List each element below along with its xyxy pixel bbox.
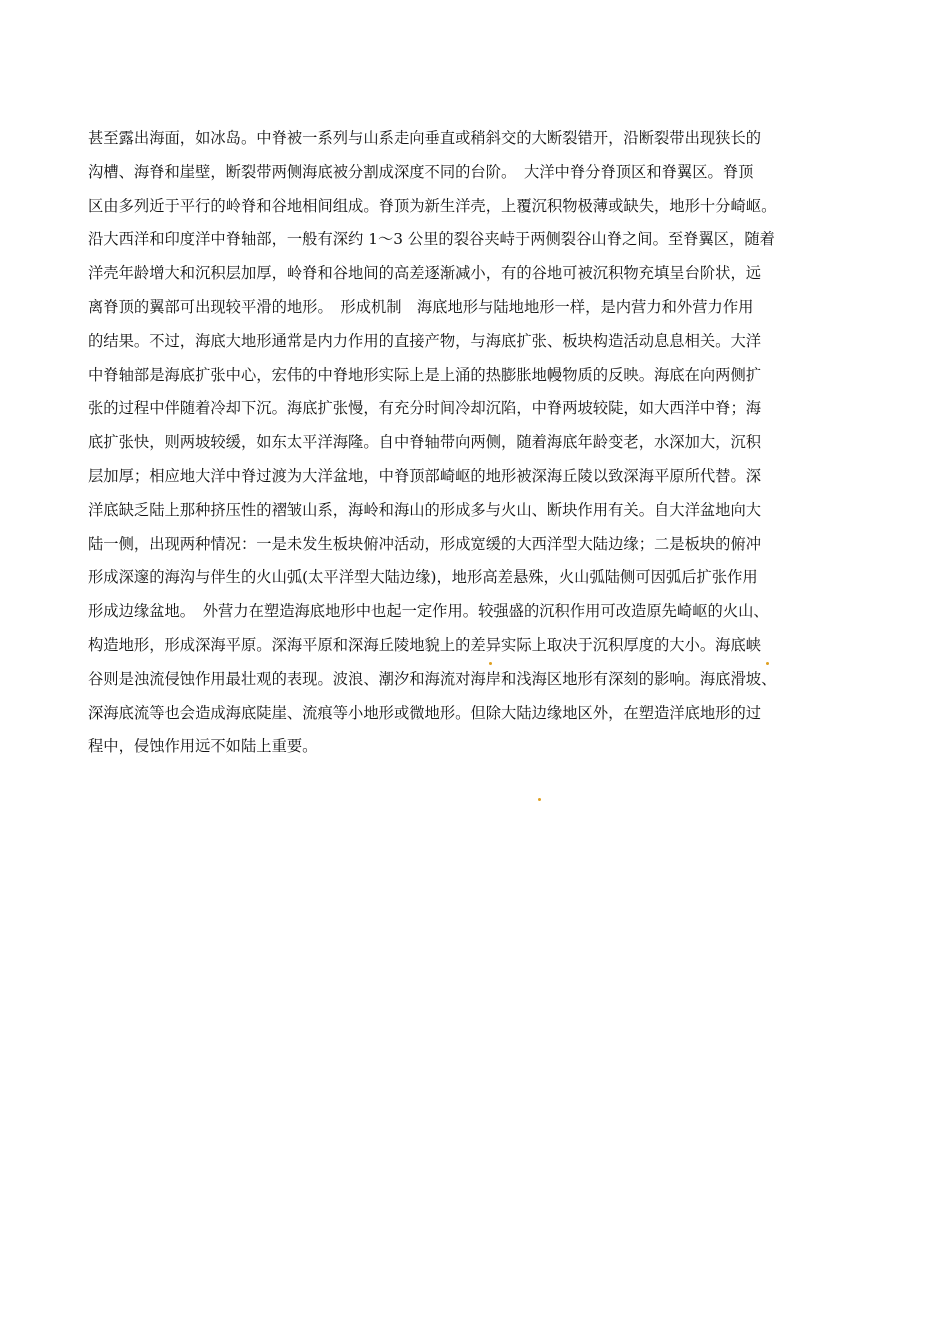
text-line: 形成边缘盆地。 外营力在塑造海底地形中也起一定作用。较强盛的沉积作用可改造原先崎岖的火山、 bbox=[88, 602, 769, 621]
text-line: 程中，侵蚀作用远不如陆上重要。 bbox=[88, 737, 318, 756]
text-line: 离脊顶的翼部可出现较平滑的地形。 形成机制 海底地形与陆地地形一样，是内营力和外营力作用 bbox=[88, 297, 754, 316]
text-line: 构造地形，形成深海平原。深海平原和深海丘陵地貌上的差异实际上取决于沉积厚度的大小。海底峡 bbox=[88, 635, 762, 654]
text-line: 洋底缺乏陆上那种挤压性的褶皱山系，海岭和海山的形成多与火山、断块作用有关。自大洋盆地向大 bbox=[88, 500, 762, 519]
text-line: 沟槽、海脊和崖壁，断裂带两侧海底被分割成深度不同的台阶。 大洋中脊分脊顶区和脊翼区。脊顶 bbox=[88, 162, 754, 181]
artifact-dot bbox=[766, 662, 769, 665]
artifact-dot bbox=[538, 798, 541, 801]
body-paragraph bbox=[88, 122, 868, 764]
text-line: 陆一侧，出现两种情况：一是未发生板块俯冲活动，形成宽缓的大西洋型大陆边缘；二是板块的俯冲 bbox=[88, 534, 762, 553]
text-line: 形成深邃的海沟与伴生的火山弧(太平洋型大陆边缘)，地形高差悬殊，火山弧陆侧可因弧后扩张作用 bbox=[88, 568, 758, 587]
text-line: 沿大西洋和印度洋中脊轴部，一般有深约 1～3 公里的裂谷夹峙于两侧裂谷山脊之间。至脊翼区，随着 bbox=[88, 230, 775, 249]
text-line: 的结果。不过，海底大地形通常是内力作用的直接产物，与海底扩张、板块构造活动息息相关。大洋 bbox=[88, 331, 762, 350]
text-line: 区由多列近于平行的岭脊和谷地相间组成。脊顶为新生洋壳，上覆沉积物极薄或缺失，地形十分崎岖。 bbox=[88, 196, 777, 215]
text-line: 谷则是浊流侵蚀作用最壮观的表现。波浪、潮汐和海流对海岸和浅海区地形有深刻的影响。海底滑坡、 bbox=[88, 669, 777, 688]
text-line: 中脊轴部是海底扩张中心，宏伟的中脊地形实际上是上涌的热膨胀地幔物质的反映。海底在向两侧扩 bbox=[88, 365, 762, 384]
text-line: 层加厚；相应地大洋中脊过渡为大洋盆地，中脊顶部崎岖的地形被深海丘陵以致深海平原所代替。深 bbox=[88, 466, 762, 485]
text-line: 深海底流等也会造成海底陡崖、流痕等小地形或微地形。但除大陆边缘地区外，在塑造洋底地形的过 bbox=[88, 703, 762, 722]
text-line: 洋壳年龄增大和沉积层加厚，岭脊和谷地间的高差逐渐减小，有的谷地可被沉积物充填呈台阶状，远 bbox=[88, 264, 762, 283]
artifact-dot bbox=[489, 662, 492, 665]
text-line: 甚至露出海面，如冰岛。中脊被一系列与山系走向垂直或稍斜交的大断裂错开，沿断裂带出现狭长的 bbox=[88, 129, 762, 147]
text-line: 底扩张快，则两坡较缓，如东太平洋海隆。自中脊轴带向两侧，随着海底年龄变老，水深加大，沉积 bbox=[88, 433, 762, 452]
text-line: 张的过程中伴随着冷却下沉。海底扩张慢，有充分时间冷却沉陷，中脊两坡较陡，如大西洋中脊；海 bbox=[88, 399, 762, 418]
